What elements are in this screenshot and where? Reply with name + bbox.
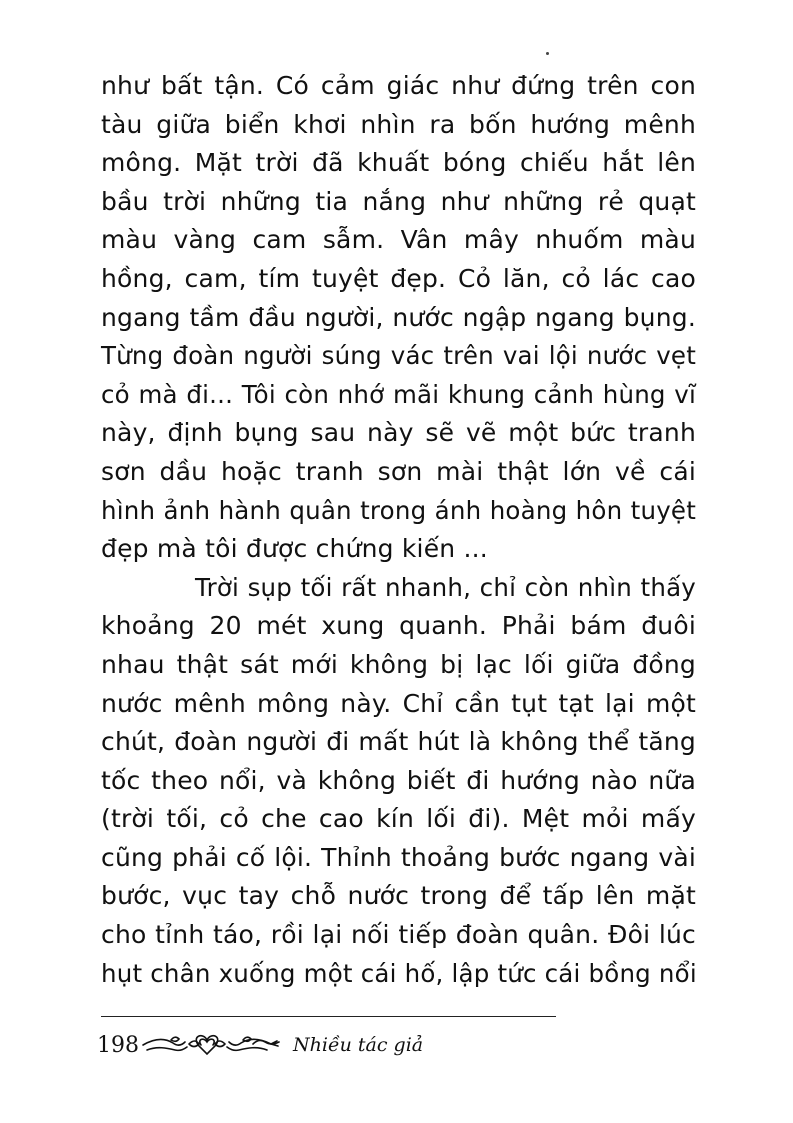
text-line: bầu trời những tia nắng như những rẻ quạt bbox=[101, 186, 696, 216]
text-line: cỏ mà đi... Tôi còn nhớ mãi khung cảnh hùng vĩ bbox=[101, 379, 696, 409]
text-line: nhau thật sát mới không bị lạc lối giữa đồng bbox=[101, 649, 696, 679]
text-line: sơn dầu hoặc tranh sơn mài thật lớn về cái bbox=[101, 456, 696, 486]
text-line: mông. Mặt trời đã khuất bóng chiếu hắt lên bbox=[101, 148, 696, 178]
paragraph-2 bbox=[101, 569, 696, 994]
text-line: tàu giữa biển khơi nhìn ra bốn hướng mênh bbox=[101, 109, 696, 139]
text-line: hụt chân xuống một cái hố, lập tức cái bồng nổi bbox=[101, 958, 697, 988]
text-line: màu vàng cam sẫm. Vân mây nhuốm màu bbox=[101, 225, 696, 255]
text-line: nước mênh mông này. Chỉ cần tụt tạt lại một bbox=[101, 688, 696, 718]
text-line: đẹp mà tôi được chứng kiến ... bbox=[101, 534, 488, 564]
text-line: cho tỉnh táo, rồi lại nối tiếp đoàn quân. Đôi lúc bbox=[101, 920, 696, 950]
text-line: cũng phải cố lội. Thỉnh thoảng bước ngang vài bbox=[101, 842, 696, 872]
page-number: 198 bbox=[97, 1032, 139, 1058]
footer-divider bbox=[101, 1016, 556, 1017]
page-footer bbox=[97, 1028, 423, 1062]
flourish-ornament-icon bbox=[141, 1030, 291, 1060]
text-line: bước, vục tay chỗ nước trong để tấp lên mặt bbox=[101, 881, 696, 911]
text-line: Từng đoàn người súng vác trên vai lội nước vẹt bbox=[101, 341, 696, 371]
body-text bbox=[101, 67, 696, 993]
paragraph-1 bbox=[101, 67, 696, 569]
text-line: tốc theo nổi, và không biết đi hướng nào nữa bbox=[101, 765, 696, 795]
text-line: (trời tối, cỏ che cao kín lối đi). Mệt mỏi mấy bbox=[101, 804, 696, 834]
footer-author: Nhiều tác giả bbox=[293, 1034, 424, 1056]
text-line: ngang tầm đầu người, nước ngập ngang bụng. bbox=[101, 302, 696, 332]
text-line: Trời sụp tối rất nhanh, chỉ còn nhìn thấy bbox=[195, 572, 696, 602]
text-line: này, định bụng sau này sẽ vẽ một bức tranh bbox=[101, 418, 696, 448]
text-line: khoảng 20 mét xung quanh. Phải bám đuôi bbox=[101, 611, 696, 641]
text-line: chút, đoàn người đi mất hút là không thể tăng bbox=[101, 727, 696, 757]
print-speck bbox=[546, 52, 549, 55]
text-line: như bất tận. Có cảm giác như đứng trên con bbox=[101, 71, 696, 100]
text-line: hồng, cam, tím tuyệt đẹp. Cỏ lăn, cỏ lác cao bbox=[101, 263, 696, 293]
text-line: hình ảnh hành quân trong ánh hoàng hôn tuyệt bbox=[101, 495, 696, 525]
